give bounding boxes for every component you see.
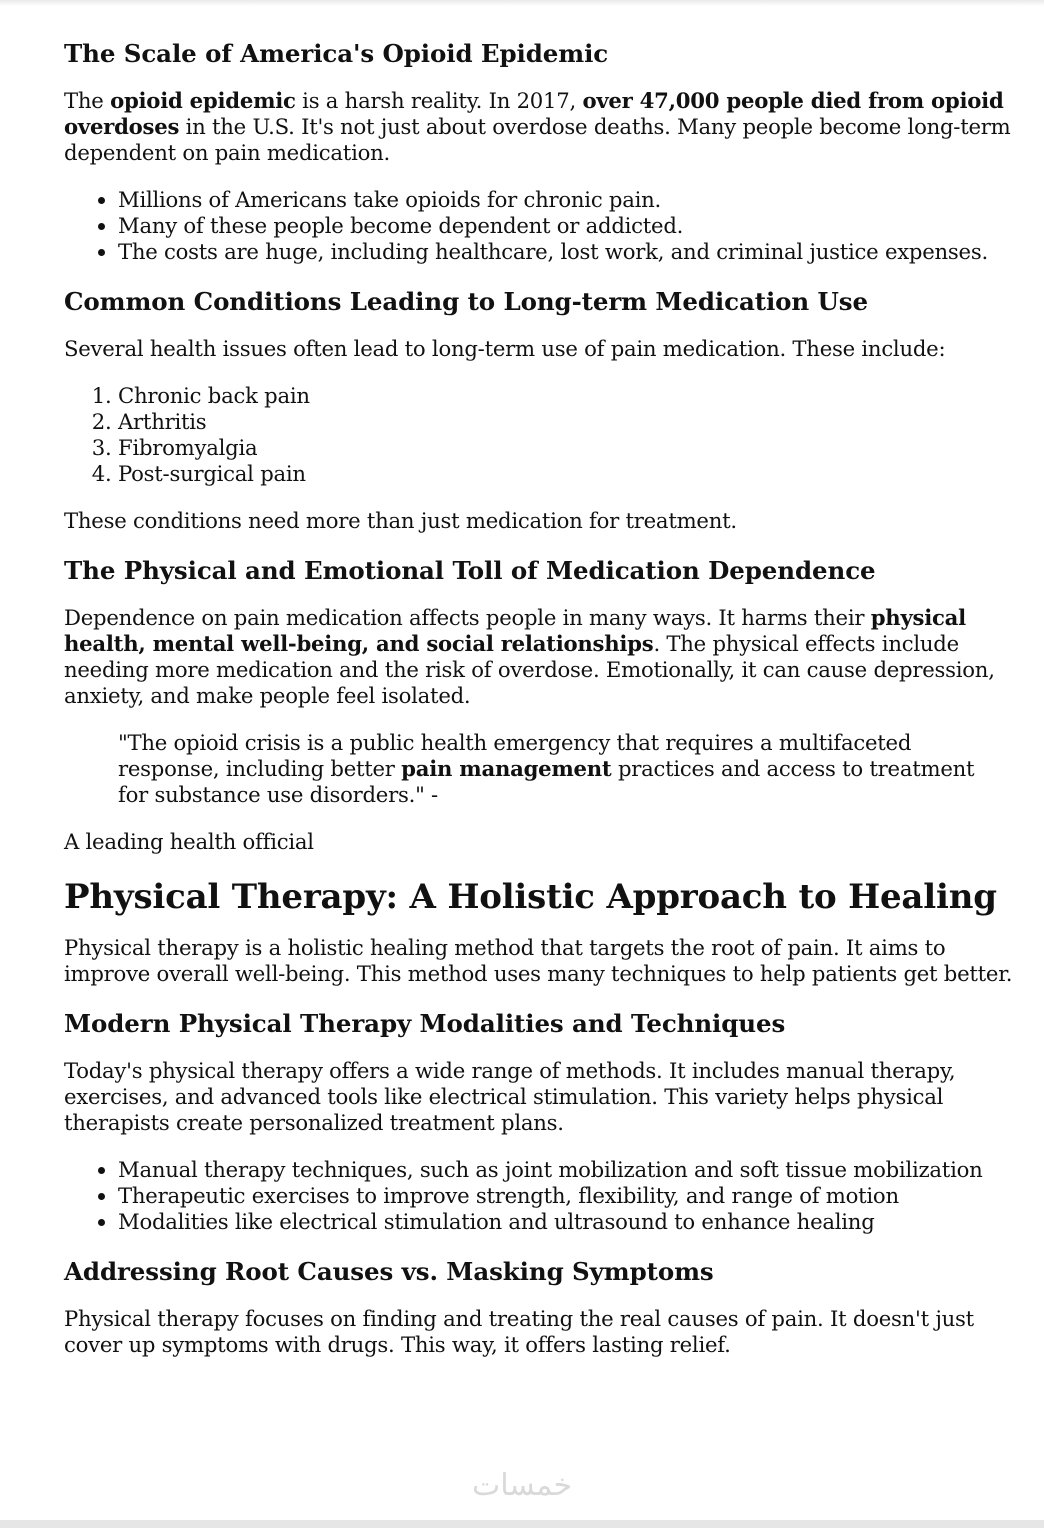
article-content: [64, 38, 1022, 1379]
list-item: • Therapeutic exercises to improve strength, flexibility, and range of motion: [118, 1183, 1022, 1209]
opioid-facts-list: [64, 187, 1022, 265]
text-run: . The physical effects include needing more medication and the risk of overdose. Emotionally, it can cause depression, anxiety, and make people feel isolated.: [64, 631, 995, 708]
quote-attribution: A leading health official: [64, 829, 314, 854]
section-heading-toll: The Physical and Emotional Toll of Medication Dependence: [64, 556, 876, 585]
list-item: 2. Arthritis: [118, 409, 1022, 435]
section-heading-opioid-scale: The Scale of America's Opioid Epidemic: [64, 39, 609, 68]
watermark-logo: خمسات: [471, 1468, 573, 1503]
paragraph-pt-intro: Physical therapy is a holistic healing method that targets the root of pain. It aims to improve overall well-being. This method uses many techniques to help patients get better.: [64, 935, 1013, 986]
list-item: • Manual therapy techniques, such as joint mobilization and soft tissue mobilization: [118, 1157, 1022, 1183]
section-heading-root-causes: Addressing Root Causes vs. Masking Symptoms: [64, 1257, 714, 1286]
list-item: • Modalities like electrical stimulation and ultrasound to enhance healing: [118, 1209, 1022, 1235]
bold-opioid-epidemic: opioid epidemic: [110, 88, 296, 113]
top-edge-shadow: [0, 0, 1044, 6]
text-run: The: [64, 88, 111, 113]
section-heading-common-conditions: Common Conditions Leading to Long-term Medication Use: [64, 287, 868, 316]
paragraph-conditions-outro: These conditions need more than just medication for treatment.: [64, 508, 737, 533]
paragraph-opioid-intro: [64, 88, 1022, 166]
text-run: in the U.S. It's not just about overdose deaths. Many people become long-term dependent on pain medication.: [64, 114, 1011, 165]
list-item: • Millions of Americans take opioids for chronic pain.: [118, 187, 1022, 213]
list-item: 3. Fibromyalgia: [118, 435, 1022, 461]
bold-health-areas: physical health, mental well-being, and social relationships: [64, 605, 966, 656]
list-item: 4. Post-surgical pain: [118, 461, 1022, 487]
section-heading-modalities: Modern Physical Therapy Modalities and Techniques: [64, 1009, 786, 1038]
list-item: • The costs are huge, including healthcare, lost work, and criminal justice expenses.: [118, 239, 1022, 265]
text-run: "The opioid crisis is a public health emergency that requires a multifaceted response, including better: [118, 730, 912, 781]
bold-overdose-deaths: over 47,000 people died from opioid overdoses: [64, 88, 1004, 139]
paragraph-conditions-intro: Several health issues often lead to long-term use of pain medication. These include:: [64, 336, 946, 361]
list-item: 1. Chronic back pain: [118, 383, 1022, 409]
list-item: • Many of these people become dependent or addicted.: [118, 213, 1022, 239]
conditions-list: [64, 383, 1022, 487]
text-run: practices and access to treatment for substance use disorders." -: [118, 756, 975, 807]
paragraph-root-causes: Physical therapy focuses on finding and treating the real causes of pain. It doesn't just cover up symptoms with drugs. This way, it offers lasting relief.: [64, 1306, 974, 1357]
text-run: Dependence on pain medication affects people in many ways. It harms their: [64, 605, 871, 630]
health-official-quote: [118, 730, 978, 808]
bold-pain-management: pain management: [401, 756, 612, 781]
paragraph-modalities-intro: Today's physical therapy offers a wide range of methods. It includes manual therapy, exercises, and advanced tools like electrical stimulation. This variety helps physical therapists create personalized treatment plans.: [64, 1058, 956, 1135]
bottom-edge-bar: [0, 1520, 1044, 1528]
main-heading-physical-therapy: Physical Therapy: A Holistic Approach to Healing: [64, 877, 997, 917]
modalities-list: [64, 1157, 1022, 1235]
paragraph-toll: [64, 605, 1022, 709]
text-run: is a harsh reality. In 2017,: [295, 88, 583, 113]
